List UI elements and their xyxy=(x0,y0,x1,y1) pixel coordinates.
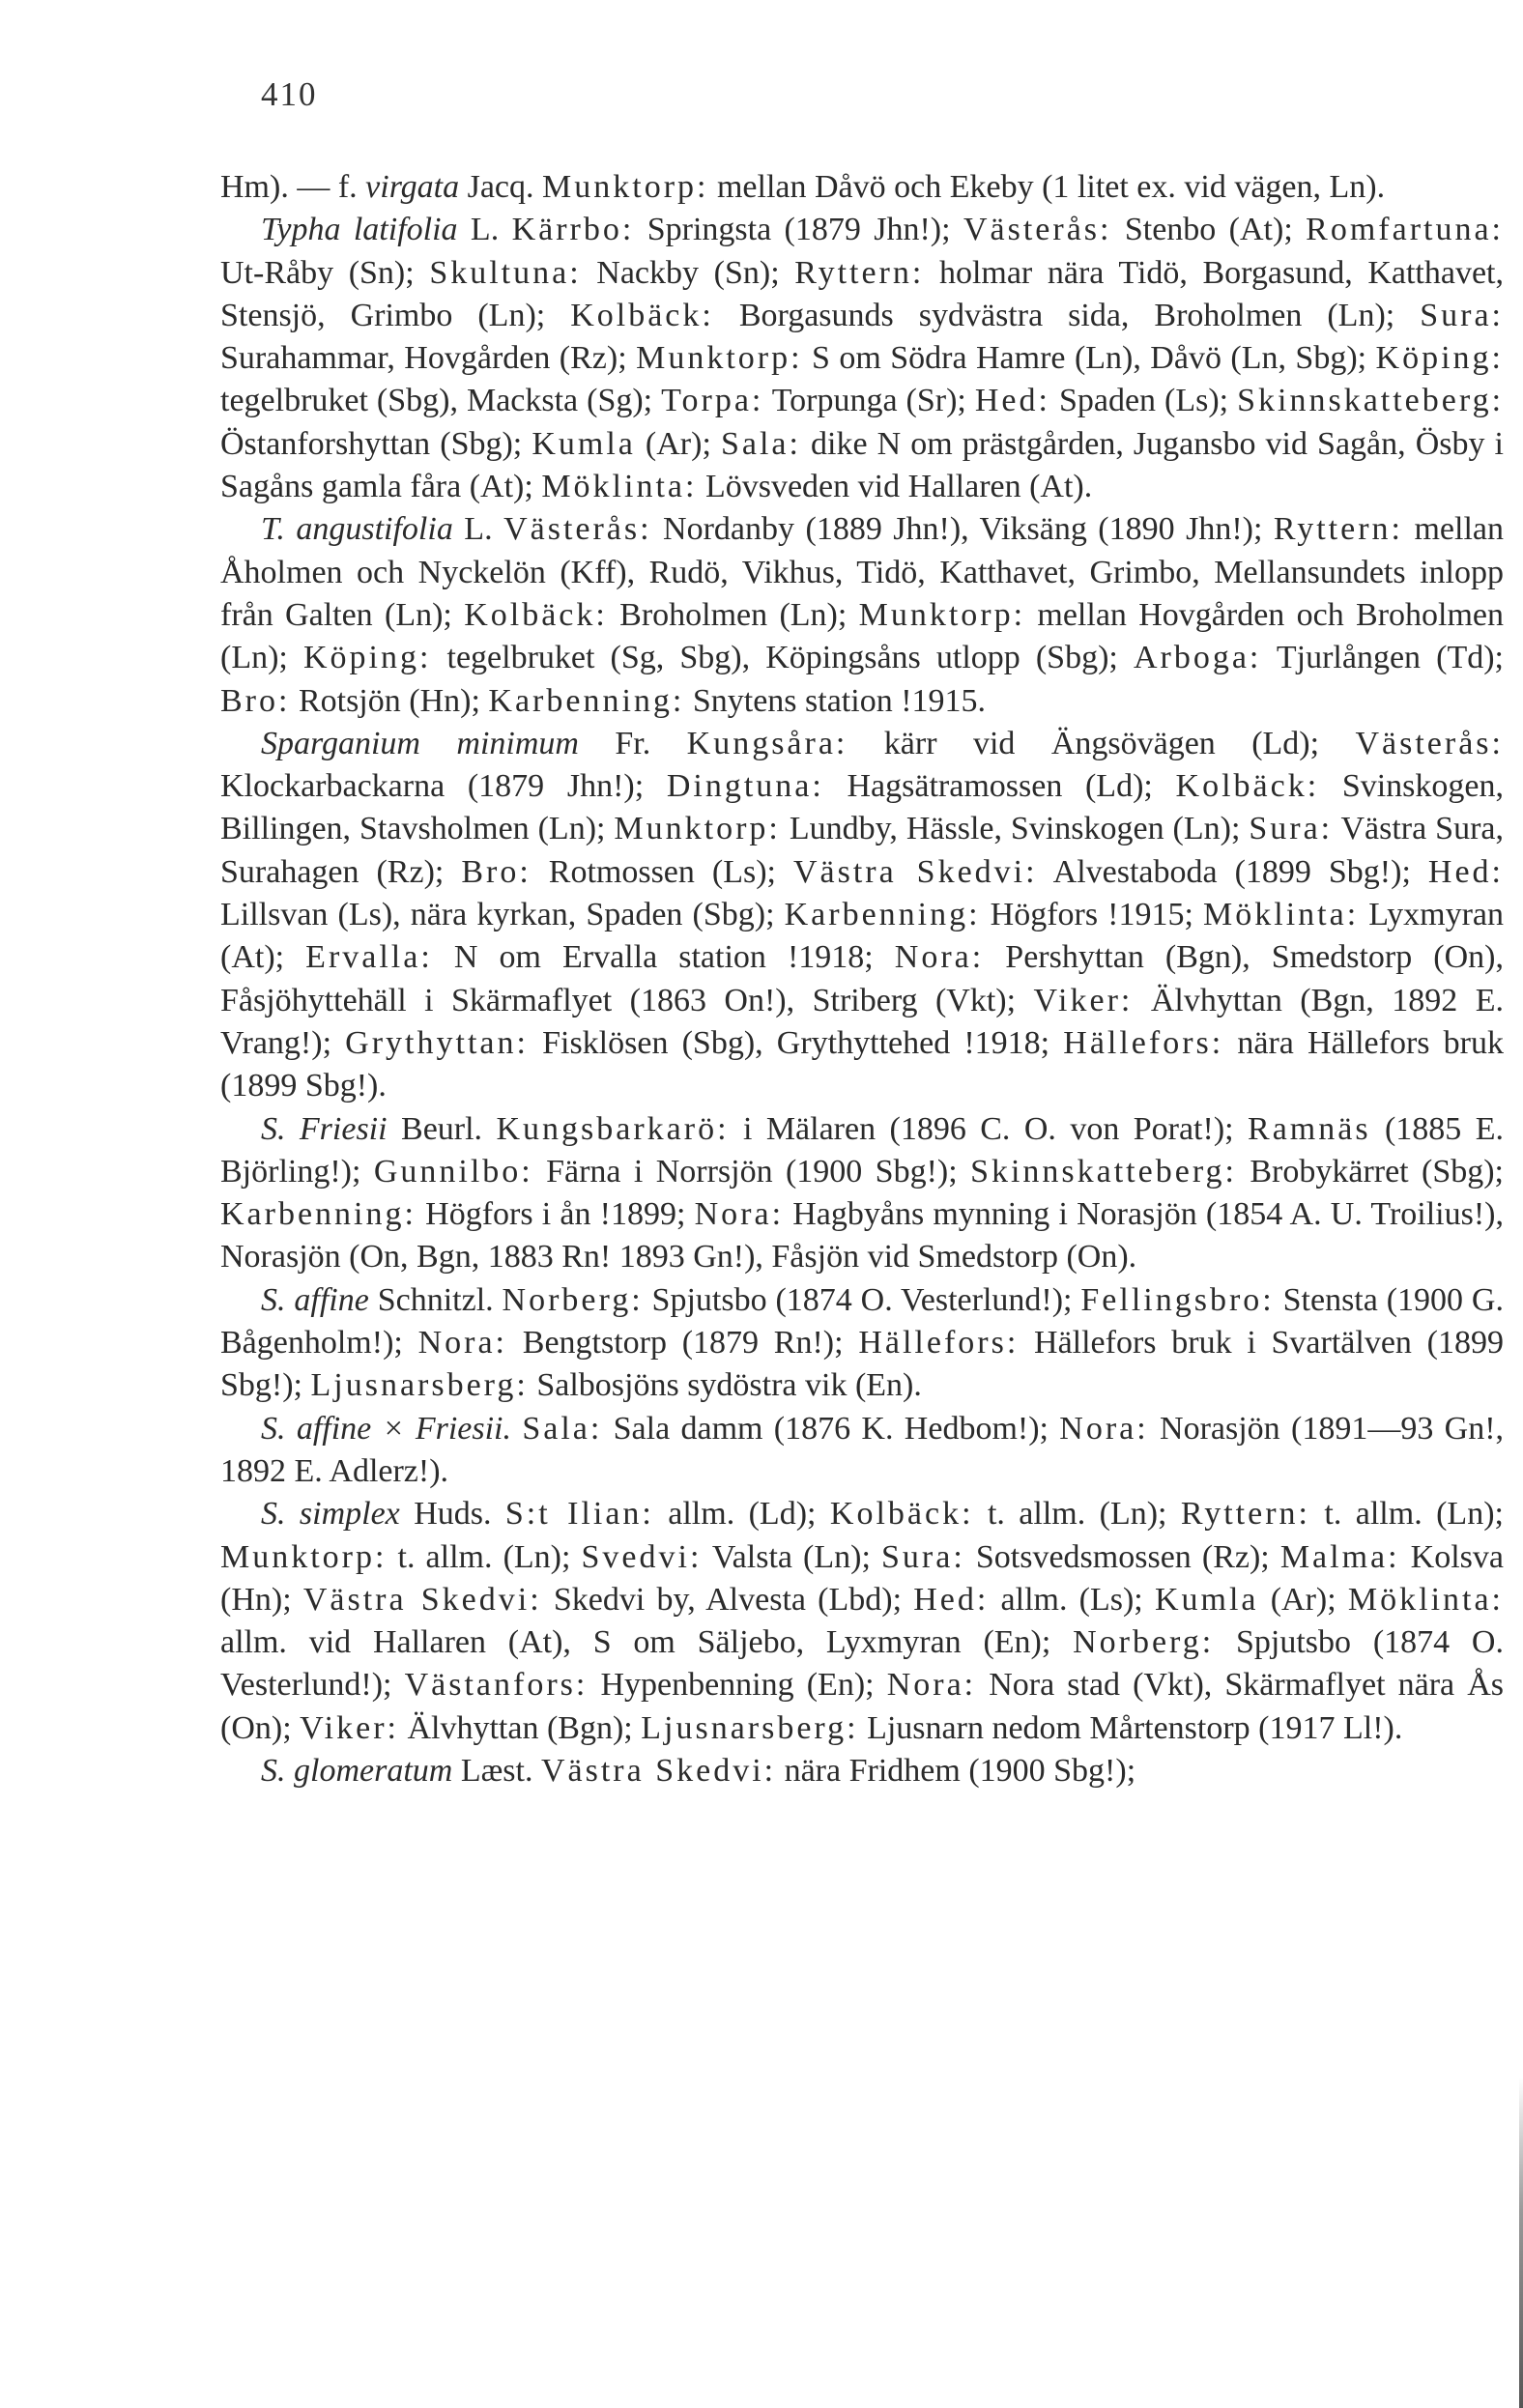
parish-name: Kumla xyxy=(532,425,636,462)
parish-name: Fellingsbro: xyxy=(1080,1281,1275,1318)
locality-text: Fisklösen (Sbg), Grythyttehed !1918; xyxy=(528,1024,1064,1061)
parish-name: Karbenning: xyxy=(488,682,685,719)
parish-name: Nora: xyxy=(417,1325,508,1362)
flora-text-body xyxy=(220,166,1504,1792)
parish-name: Kolbäck: xyxy=(570,297,714,333)
locality-text: Jacq. xyxy=(459,169,543,205)
locality-text: Spaden (Ls); xyxy=(1049,383,1238,419)
parish-name: Dingtuna: xyxy=(666,768,824,805)
locality-text: Lundby, Hässle, Svinskogen (Ln); xyxy=(780,811,1250,847)
locality-text: (1885 E. Björling!); xyxy=(220,1110,1504,1190)
locality-text: allm. (Ld); xyxy=(653,1496,830,1533)
species-name: S. glomeratum xyxy=(261,1752,453,1789)
parish-name: Skinnskatteberg: xyxy=(1237,383,1505,419)
locality-text: Broholmen (Ln); xyxy=(607,596,859,633)
parish-name: Hällefors: xyxy=(858,1325,1020,1362)
locality-text: (Ar); xyxy=(635,425,721,462)
parish-name: Ljusnarsberg: xyxy=(310,1367,529,1404)
parish-name: Nora: xyxy=(1059,1410,1149,1447)
locality-text: (Ar); xyxy=(1258,1581,1348,1618)
locality-text: t. allm. (Ln); xyxy=(973,1496,1181,1533)
locality-text: Norasjön (1891—93 Gn!, 1892 E. Adlerz!). xyxy=(220,1410,1505,1489)
scan-edge-shadow xyxy=(1519,2078,1523,2408)
locality-text: nära Hällefors bruk (1899 Sbg!). xyxy=(220,1024,1504,1104)
parish-name: Möklinta: xyxy=(1347,1581,1504,1618)
parish-name: Svedvi: xyxy=(581,1538,703,1575)
parish-name: Västra Skedvi: xyxy=(792,853,1038,890)
species-name: S. simplex xyxy=(261,1496,400,1533)
locality-text: Surahammar, Hovgården (Rz); xyxy=(220,340,637,377)
locality-text: Alvestaboda (1899 Sbg!); xyxy=(1037,853,1428,890)
parish-name: Ryttern: xyxy=(794,254,925,291)
parish-name: Sala: xyxy=(522,1410,603,1447)
locality-text: mellan Hovgården och Broholmen (Ln); xyxy=(220,596,1504,676)
parish-name: Arboga: xyxy=(1133,640,1262,676)
locality-text: Huds. xyxy=(399,1496,505,1533)
parish-name: Västra Skedvi: xyxy=(302,1581,542,1618)
parish-name: Nora: xyxy=(894,939,985,976)
parish-name: Ryttern: xyxy=(1180,1496,1310,1533)
locality-text: S om Södra Hamre (Ln), Dåvö (Ln, Sbg); xyxy=(802,340,1376,377)
locality-text: Spjutsbo (1874 O. Vesterlund!); xyxy=(220,1624,1504,1704)
page-number: 410 xyxy=(261,75,318,113)
parish-name: Kungsbarkarö: xyxy=(496,1110,730,1147)
locality-text: holmar nära Tidö, Borgasund, Katthavet, Stensjö, Grimbo (Ln); xyxy=(220,254,1504,333)
locality-text: Lillsvan (Ls), nära kyrkan, Spaden (Sbg); xyxy=(220,897,785,933)
locality-text: Salbosjöns sydöstra vik (En). xyxy=(528,1367,922,1404)
parish-name: Karbenning: xyxy=(784,897,981,933)
locality-text: Beurl. xyxy=(387,1110,497,1147)
species-name: virgata xyxy=(365,169,460,205)
paragraph xyxy=(220,508,1504,722)
locality-text: Hagsätramossen (Ld); xyxy=(823,768,1176,805)
locality-text: tegelbruket (Sg, Sbg), Köpingsåns utlopp (Sbg); xyxy=(431,640,1134,676)
locality-text: Östanforshyttan (Sbg); xyxy=(220,425,532,462)
parish-name: S:t Ilian: xyxy=(504,1496,654,1533)
locality-text: Älvhyttan (Bgn); xyxy=(398,1709,642,1746)
locality-text: Borgasunds sydvästra sida, Broholmen (Ln); xyxy=(713,297,1421,333)
species-name: Sparganium minimum xyxy=(261,725,579,761)
locality-text: Bengtstorp (1879 Rn!); xyxy=(507,1325,859,1362)
species-name: T. angustifolia xyxy=(261,511,453,548)
parish-name: Norberg: xyxy=(1073,1624,1215,1661)
locality-text: nära Fridhem (1900 Sbg!); xyxy=(776,1752,1136,1789)
parish-name: Nora: xyxy=(886,1667,977,1704)
locality-text: t. allm. (Ln); xyxy=(1310,1496,1504,1533)
parish-name: Torpa: xyxy=(661,383,764,419)
parish-name: Munktorp: xyxy=(220,1538,388,1575)
locality-text: Torpunga (Sr); xyxy=(763,383,975,419)
parish-name: Malma: xyxy=(1279,1538,1400,1575)
locality-text: Læst. xyxy=(452,1752,541,1789)
parish-name: Västerås: xyxy=(503,511,652,548)
species-name: S. affine × Friesii. xyxy=(261,1410,511,1447)
parish-name: Västerås: xyxy=(963,212,1112,248)
paragraph xyxy=(220,723,1504,1108)
locality-text: kärr vid Ängsövägen (Ld); xyxy=(848,725,1356,761)
locality-text: Hm). — f. xyxy=(220,169,366,205)
locality-text: Hagbyåns mynning i Norasjön (1854 A. U. Troilius!), Norasjön (On, Bgn, 1883 Rn! 1893 Gn!), Fåsjön vid Smedstorp (On). xyxy=(220,1196,1504,1276)
locality-text xyxy=(511,1411,522,1447)
locality-text: Ut-Råby (Sn); xyxy=(220,254,430,291)
parish-name: Gunnilbo: xyxy=(373,1153,533,1190)
parish-name: Viker: xyxy=(300,1709,399,1746)
parish-name: Hed: xyxy=(1427,853,1504,890)
parish-name: Bro: xyxy=(461,853,532,890)
parish-name: Munktorp: xyxy=(636,340,803,377)
locality-text: Tjurlången (Td); xyxy=(1261,640,1505,676)
parish-name: Skinnskatteberg: xyxy=(970,1153,1237,1190)
parish-name: Köping: xyxy=(1375,340,1504,377)
locality-text: Älvhyttan (Bgn, 1892 E. Vrang!); xyxy=(220,982,1504,1061)
parish-name: Västra Skedvi: xyxy=(540,1752,777,1789)
parish-name: Västanfors: xyxy=(404,1667,589,1704)
locality-text: Nackby (Sn); xyxy=(581,254,795,291)
parish-name: Hed: xyxy=(913,1581,990,1618)
paragraph xyxy=(220,1493,1504,1750)
parish-name: Bro: xyxy=(220,682,291,719)
locality-text: Stensta (1900 G. Bågenholm!); xyxy=(220,1281,1504,1362)
locality-text: L. xyxy=(457,212,512,248)
locality-text: Sala damm (1876 K. Hedbom!); xyxy=(602,1410,1060,1447)
paragraph xyxy=(220,1279,1504,1408)
locality-text: Lyxmyran (At); xyxy=(220,897,1504,976)
parish-name: Sura: xyxy=(1249,811,1334,847)
locality-text: i Mälaren (1896 C. O. von Porat!); xyxy=(729,1110,1249,1147)
locality-text: Rotsjön (Hn); xyxy=(290,682,489,719)
locality-text: Hällefors bruk i Svartälven (1899 Sbg!); xyxy=(220,1325,1504,1404)
locality-text: Sotsvedsmossen (Rz); xyxy=(964,1538,1280,1575)
species-name: S. affine xyxy=(261,1281,369,1318)
paragraph xyxy=(220,166,1504,209)
locality-text: Fr. xyxy=(578,725,687,761)
locality-text: Schnitzl. xyxy=(368,1281,503,1318)
parish-name: Sura: xyxy=(1420,297,1504,333)
locality-text: allm. (Ls); xyxy=(989,1581,1155,1618)
locality-text: Skedvi by, Alvesta (Lbd); xyxy=(541,1581,914,1618)
locality-text: dike N om prästgården, Jugansbo vid Sagån, Ösby i Sagåns gamla fåra (At); xyxy=(220,425,1504,505)
locality-text: Nordanby (1889 Jhn!), Viksäng (1890 Jhn!); xyxy=(651,511,1274,548)
locality-text: Spjutsbo (1874 O. Vesterlund!); xyxy=(643,1281,1081,1318)
locality-text: Nora stad (Vkt), Skärmaflyet nära Ås (On); xyxy=(220,1667,1504,1746)
locality-text: Brobykärret (Sbg); xyxy=(1236,1153,1504,1190)
parish-name: Norberg: xyxy=(502,1281,644,1318)
locality-text: Snytens station !1915. xyxy=(684,682,987,719)
locality-text: mellan Åholmen och Nyckelön (Kff), Rudö, Vikhus, Tidö, Katthavet, Grimbo, Mellansundets inlopp från Galten (Ln); xyxy=(220,511,1504,633)
locality-text: Färna i Norrsjön (1900 Sbg!); xyxy=(532,1153,971,1190)
parish-name: Nora: xyxy=(694,1196,785,1233)
parish-name: Kungsåra: xyxy=(686,725,848,761)
species-name: S. Friesii xyxy=(261,1110,388,1147)
locality-text: Valsta (Ln); xyxy=(702,1538,882,1575)
locality-text: Lövsveden vid Hallaren (At). xyxy=(697,469,1093,505)
parish-name: Ljusnarsberg: xyxy=(641,1709,859,1746)
locality-text: mellan Dåvö och Ekeby (1 litet ex. vid vägen, Ln). xyxy=(708,169,1386,205)
paragraph xyxy=(220,1408,1504,1494)
parish-name: Karbenning: xyxy=(220,1196,417,1233)
parish-name: Skultuna: xyxy=(429,254,582,291)
parish-name: Ryttern: xyxy=(1273,511,1403,548)
locality-text: Svinskogen, Billingen, Stavsholmen (Ln); xyxy=(220,768,1504,847)
parish-name: Kärrbo: xyxy=(511,212,635,248)
parish-name: Munktorp: xyxy=(542,169,709,205)
parish-name: Sala: xyxy=(720,425,801,462)
parish-name: Köping: xyxy=(302,640,432,676)
parish-name: Ramnäs xyxy=(1248,1110,1371,1147)
locality-text: Västra Sura, Surahagen (Rz); xyxy=(220,811,1504,890)
paragraph xyxy=(220,209,1504,508)
parish-name: Munktorp: xyxy=(858,596,1026,633)
locality-text: t. allm. (Ln); xyxy=(387,1538,582,1575)
locality-text: Kolsva (Hn); xyxy=(220,1538,1504,1618)
locality-text: Ljusnarn nedom Mårtenstorp (1917 Ll!). xyxy=(858,1709,1403,1746)
parish-name: Möklinta: xyxy=(541,469,698,505)
locality-text: Springsta (1879 Jhn!); xyxy=(634,212,963,248)
locality-text: N om Ervalla station !1918; xyxy=(432,939,895,976)
parish-name: Kumla xyxy=(1154,1581,1259,1618)
parish-name: Kolbäck: xyxy=(829,1496,974,1533)
parish-name: Sura: xyxy=(881,1538,965,1575)
locality-text: Hypenbenning (En); xyxy=(588,1667,887,1704)
locality-text: Pershyttan (Bgn), Smedstorp (On), Fåsjöhyttehäll i Skärmaflyet (1863 On!), Striberg (Vkt); xyxy=(220,939,1504,1018)
locality-text: Stenbo (At); xyxy=(1111,212,1307,248)
parish-name: Viker: xyxy=(1033,982,1134,1018)
parish-name: Ervalla: xyxy=(305,939,433,976)
parish-name: Hällefors: xyxy=(1063,1024,1224,1061)
locality-text: Högfors !1915; xyxy=(980,897,1204,933)
parish-name: Kolbäck: xyxy=(1175,768,1320,805)
paragraph xyxy=(220,1108,1504,1279)
locality-text: L. xyxy=(452,511,504,548)
parish-name: Romfartuna: xyxy=(1306,212,1504,248)
species-name: Typha latifolia xyxy=(261,212,458,248)
locality-text: allm. vid Hallaren (At), S om Säljebo, Lyxmyran (En); xyxy=(220,1624,1074,1661)
parish-name: Grythyttan: xyxy=(345,1024,529,1061)
parish-name: Kolbäck: xyxy=(464,596,608,633)
parish-name: Munktorp: xyxy=(614,811,781,847)
parish-name: Västerås: xyxy=(1355,725,1504,761)
parish-name: Hed: xyxy=(974,383,1050,419)
parish-name: Möklinta: xyxy=(1203,897,1360,933)
locality-text: Klockarbackarna (1879 Jhn!); xyxy=(220,768,667,805)
locality-text: Rotmossen (Ls); xyxy=(531,853,793,890)
paragraph xyxy=(220,1750,1504,1792)
locality-text: Högfors i ån !1899; xyxy=(416,1196,695,1233)
locality-text: tegelbruket (Sbg), Macksta (Sg); xyxy=(220,383,662,419)
